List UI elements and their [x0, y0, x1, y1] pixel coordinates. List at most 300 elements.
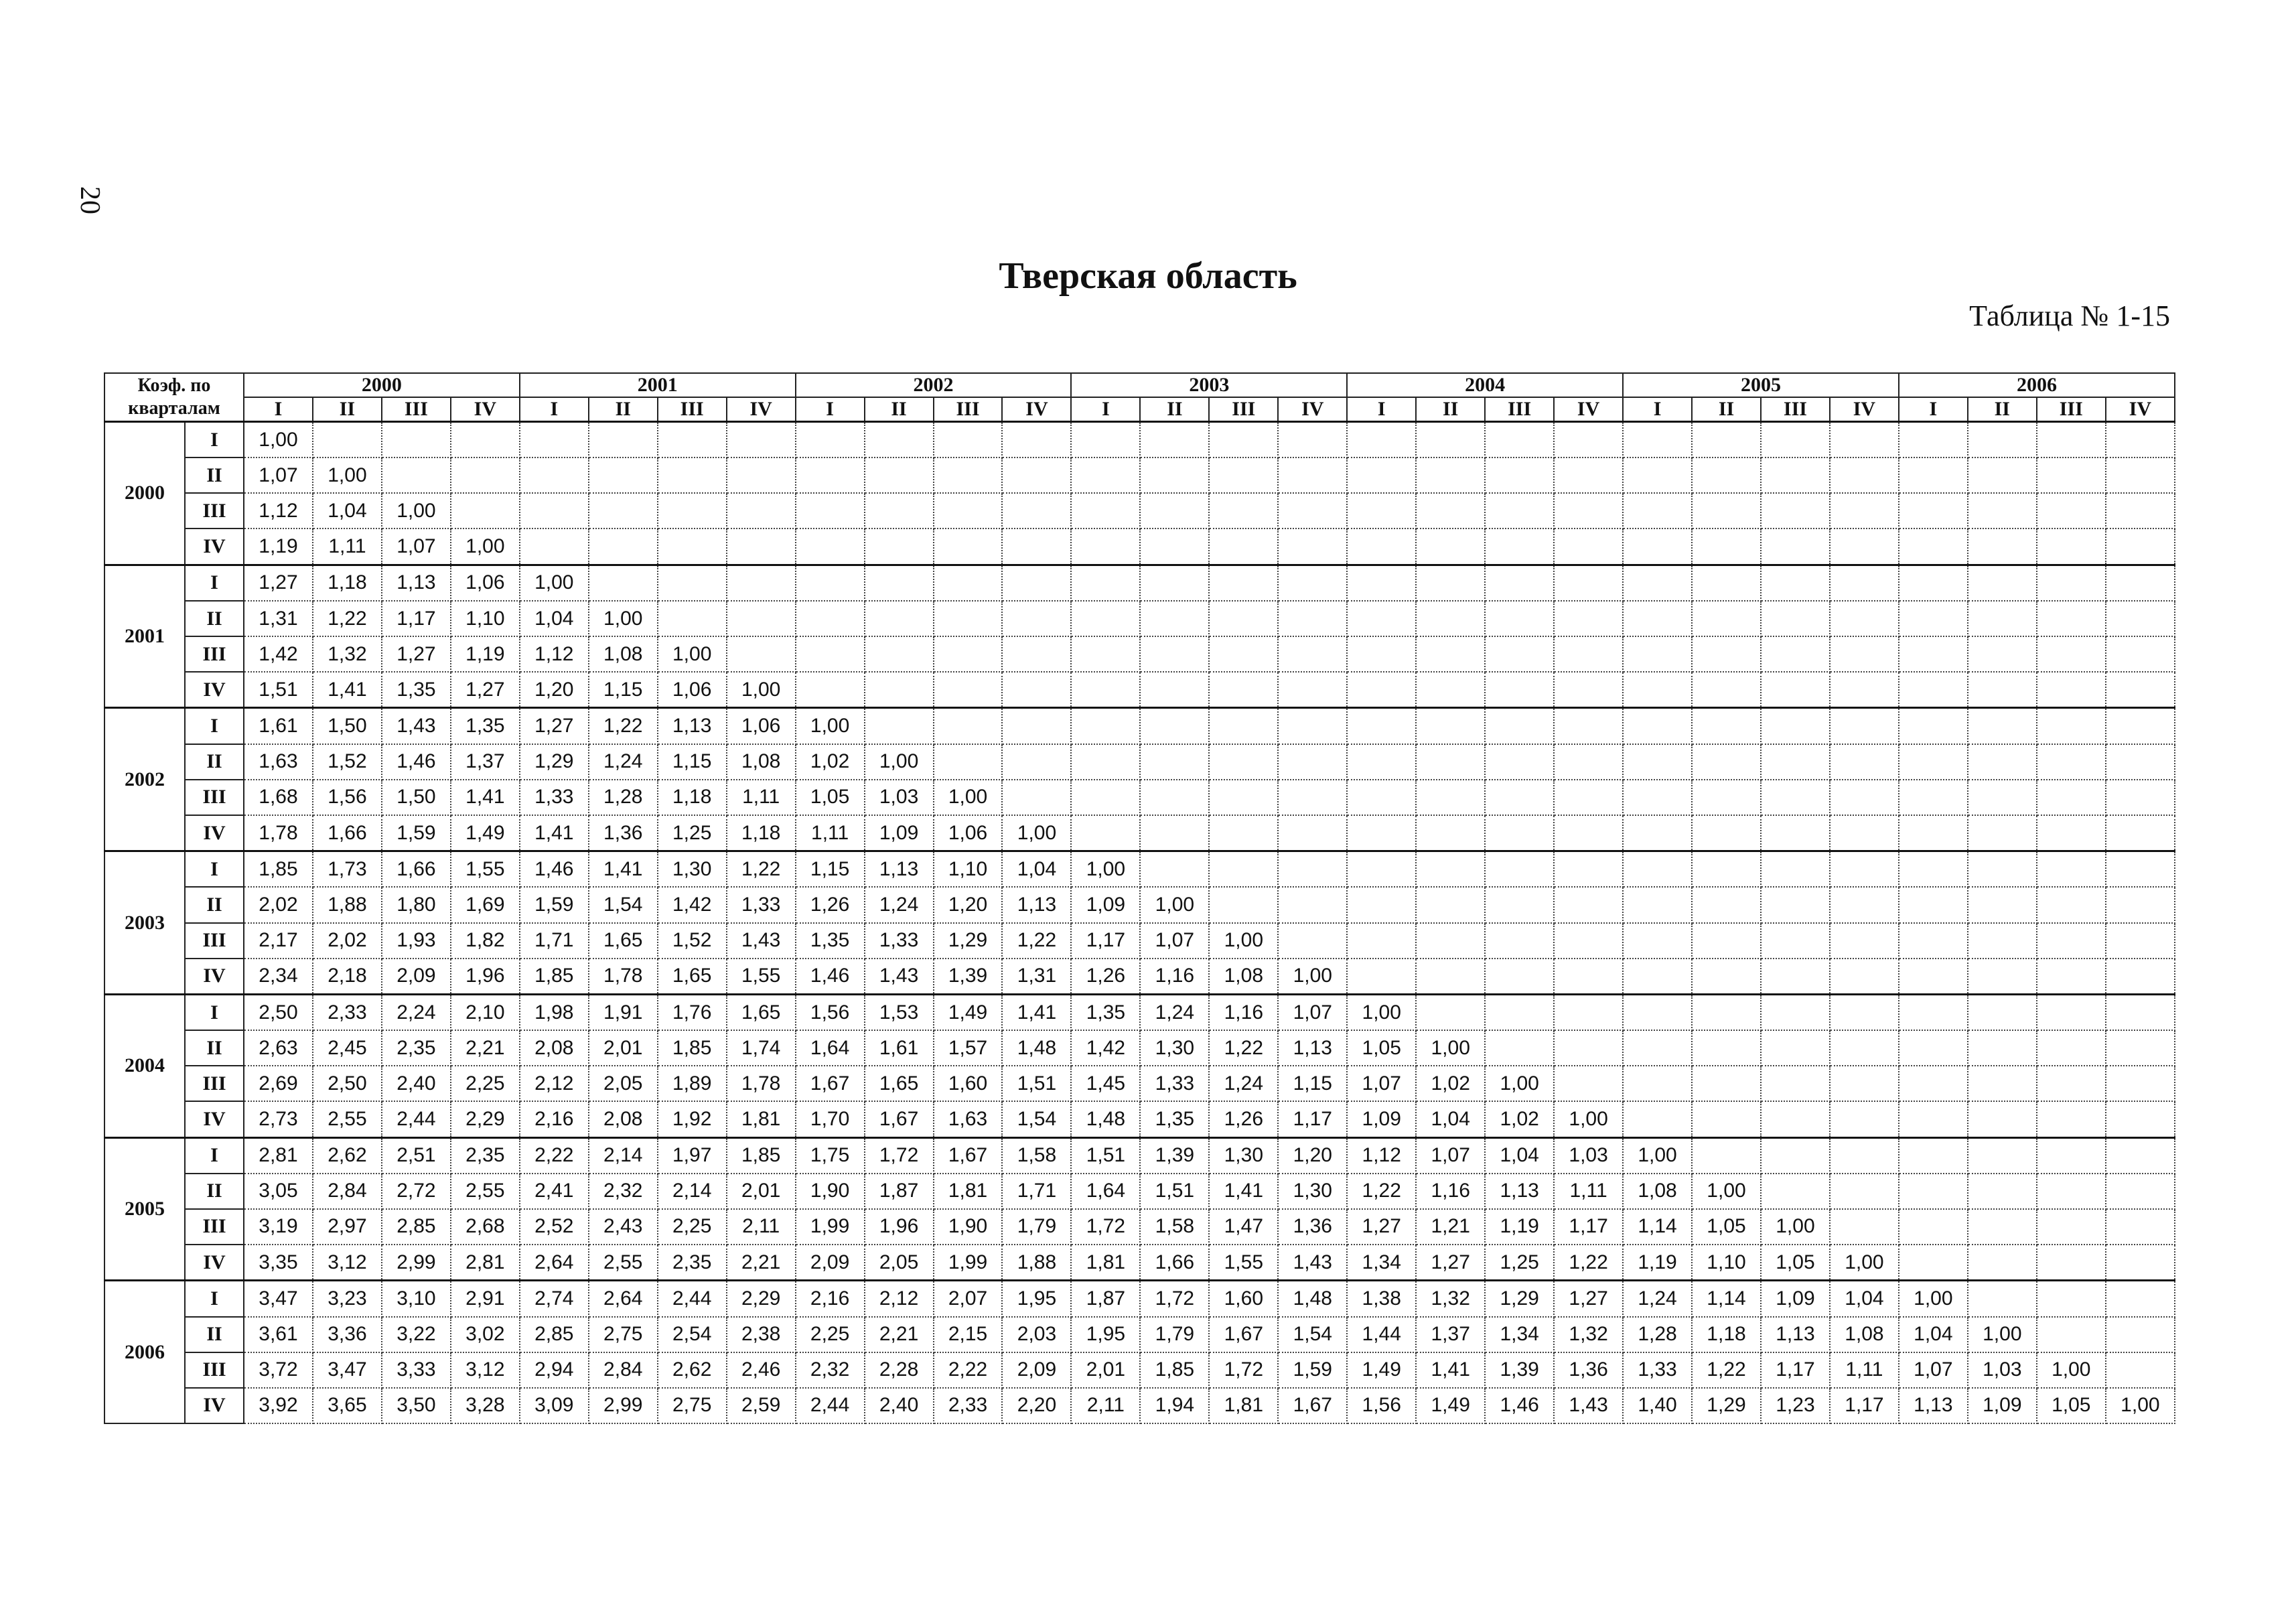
coefficient-cell — [2037, 1030, 2106, 1066]
coefficient-cell — [2106, 422, 2175, 458]
coefficient-cell — [1692, 422, 1761, 458]
coefficient-cell — [1071, 457, 1140, 493]
coefficient-cell — [1830, 887, 1899, 922]
coefficient-cell: 2,12 — [865, 1281, 934, 1317]
coefficient-cell — [1968, 565, 2037, 601]
quarter-header: II — [1140, 397, 1209, 422]
coefficient-cell — [1209, 708, 1278, 744]
coefficient-cell — [520, 493, 589, 528]
coefficient-cell: 1,88 — [1002, 1245, 1071, 1281]
coefficient-cell — [1485, 887, 1554, 922]
coefficient-cell — [1830, 1101, 1899, 1137]
coefficient-cell: 1,64 — [796, 1030, 865, 1066]
coefficient-cell: 1,99 — [796, 1209, 865, 1245]
coefficient-cell: 1,16 — [1209, 994, 1278, 1030]
coefficient-cell: 1,17 — [1554, 1209, 1623, 1245]
coefficient-cell — [1140, 815, 1209, 851]
coefficient-cell — [1692, 636, 1761, 672]
coefficient-cell — [1554, 887, 1623, 922]
coefficient-cell: 3,09 — [520, 1388, 589, 1423]
coefficient-cell — [1554, 708, 1623, 744]
coefficient-cell: 1,00 — [1554, 1101, 1623, 1137]
row-quarter-label: II — [185, 1030, 244, 1066]
coefficient-table — [104, 372, 2175, 1424]
coefficient-cell — [1554, 457, 1623, 493]
coefficient-cell: 1,81 — [934, 1174, 1003, 1209]
coefficient-cell: 1,08 — [589, 636, 658, 672]
coefficient-cell — [1416, 851, 1485, 888]
coefficient-cell — [1140, 601, 1209, 636]
coefficient-cell: 1,26 — [1071, 959, 1140, 995]
coefficient-cell: 2,84 — [313, 1174, 382, 1209]
coefficient-cell: 2,99 — [589, 1388, 658, 1423]
coefficient-cell — [658, 457, 727, 493]
coefficient-cell: 2,29 — [727, 1281, 796, 1317]
coefficient-cell: 1,66 — [1140, 1245, 1209, 1281]
row-quarter-label: I — [185, 708, 244, 744]
quarter-header: III — [934, 397, 1003, 422]
coefficient-cell — [1416, 493, 1485, 528]
coefficient-cell: 1,13 — [1002, 887, 1071, 922]
coefficient-cell — [1761, 744, 1830, 780]
coefficient-cell: 1,00 — [865, 744, 934, 780]
table-row — [104, 923, 2175, 959]
coefficient-cell: 1,43 — [1554, 1388, 1623, 1423]
coefficient-cell — [2037, 1101, 2106, 1137]
coefficient-cell: 1,41 — [1209, 1174, 1278, 1209]
coefficient-cell: 1,04 — [1485, 1137, 1554, 1174]
table-row — [104, 1209, 2175, 1245]
coefficient-cell: 1,81 — [1071, 1245, 1140, 1281]
coefficient-cell — [1347, 851, 1416, 888]
coefficient-cell — [451, 422, 520, 458]
quarter-header: I — [796, 397, 865, 422]
coefficient-cell — [1140, 528, 1209, 565]
coefficient-cell — [796, 601, 865, 636]
coefficient-cell: 2,17 — [244, 923, 313, 959]
coefficient-cell — [1416, 815, 1485, 851]
coefficient-cell: 2,40 — [382, 1066, 451, 1101]
row-quarter-label: II — [185, 1174, 244, 1209]
coefficient-cell — [1278, 851, 1347, 888]
coefficient-cell: 1,48 — [1278, 1281, 1347, 1317]
coefficient-cell — [1347, 744, 1416, 780]
coefficient-cell: 1,46 — [382, 744, 451, 780]
coefficient-cell — [1623, 1066, 1692, 1101]
coefficient-cell: 1,67 — [934, 1137, 1003, 1174]
coefficient-cell: 1,71 — [1002, 1174, 1071, 1209]
coefficient-cell: 2,69 — [244, 1066, 313, 1101]
coefficient-cell: 1,46 — [520, 851, 589, 888]
coefficient-cell: 3,10 — [382, 1281, 451, 1317]
coefficient-cell: 1,41 — [451, 780, 520, 815]
coefficient-cell: 1,06 — [658, 672, 727, 708]
coefficient-cell — [1278, 636, 1347, 672]
coefficient-cell — [1485, 744, 1554, 780]
coefficient-cell — [1899, 1101, 1968, 1137]
coefficient-cell: 1,17 — [1278, 1101, 1347, 1137]
coefficient-cell: 1,40 — [1623, 1388, 1692, 1423]
coefficient-cell: 1,66 — [313, 815, 382, 851]
coefficient-cell: 1,72 — [1140, 1281, 1209, 1317]
coefficient-cell: 1,03 — [865, 780, 934, 815]
coefficient-cell — [1347, 887, 1416, 922]
row-year-label: 2004 — [104, 994, 185, 1137]
coefficient-cell: 1,63 — [244, 744, 313, 780]
coefficient-cell — [1002, 708, 1071, 744]
coefficient-cell: 2,55 — [589, 1245, 658, 1281]
coefficient-cell: 2,09 — [382, 959, 451, 995]
coefficient-cell — [1830, 565, 1899, 601]
coefficient-cell — [934, 672, 1003, 708]
coefficient-cell — [1209, 636, 1278, 672]
row-quarter-label: II — [185, 601, 244, 636]
coefficient-cell — [1416, 672, 1485, 708]
coefficient-cell: 1,56 — [313, 780, 382, 815]
coefficient-cell: 2,11 — [727, 1209, 796, 1245]
coefficient-cell: 2,03 — [1002, 1317, 1071, 1352]
coefficient-cell: 1,65 — [727, 994, 796, 1030]
coefficient-cell: 1,07 — [1416, 1137, 1485, 1174]
coefficient-cell: 2,01 — [589, 1030, 658, 1066]
coefficient-cell — [1830, 780, 1899, 815]
table-row — [104, 1137, 2175, 1174]
coefficient-cell — [2037, 815, 2106, 851]
quarter-header: II — [865, 397, 934, 422]
coefficient-cell: 1,10 — [934, 851, 1003, 888]
coefficient-cell: 1,94 — [1140, 1388, 1209, 1423]
coefficient-cell: 1,27 — [1347, 1209, 1416, 1245]
coefficient-cell: 1,30 — [1278, 1174, 1347, 1209]
coefficient-cell: 1,18 — [727, 815, 796, 851]
coefficient-cell — [1830, 636, 1899, 672]
coefficient-cell — [1899, 636, 1968, 672]
coefficient-cell: 2,91 — [451, 1281, 520, 1317]
table-row — [104, 887, 2175, 922]
coefficient-cell — [1692, 672, 1761, 708]
coefficient-cell: 2,51 — [382, 1137, 451, 1174]
coefficient-cell — [1416, 959, 1485, 995]
coefficient-cell: 1,27 — [520, 708, 589, 744]
coefficient-cell — [1347, 708, 1416, 744]
coefficient-cell: 1,00 — [1416, 1030, 1485, 1066]
coefficient-cell — [1485, 422, 1554, 458]
coefficient-cell: 1,02 — [796, 744, 865, 780]
coefficient-cell: 3,33 — [382, 1352, 451, 1388]
coefficient-cell — [1071, 565, 1140, 601]
coefficient-cell: 1,00 — [313, 457, 382, 493]
coefficient-cell — [1899, 1066, 1968, 1101]
coefficient-cell — [1278, 565, 1347, 601]
coefficient-cell: 1,41 — [589, 851, 658, 888]
coefficient-cell — [865, 493, 934, 528]
coefficient-cell — [1002, 672, 1071, 708]
coefficient-cell: 1,97 — [658, 1137, 727, 1174]
coefficient-cell: 1,16 — [1416, 1174, 1485, 1209]
coefficient-cell — [1554, 672, 1623, 708]
coefficient-cell — [1968, 1030, 2037, 1066]
coefficient-cell — [1830, 1137, 1899, 1174]
coefficient-cell — [1209, 528, 1278, 565]
coefficient-cell — [2106, 1174, 2175, 1209]
coefficient-cell — [1278, 780, 1347, 815]
quarter-header: I — [244, 397, 313, 422]
coefficient-cell: 2,20 — [1002, 1388, 1071, 1423]
coefficient-cell — [1278, 601, 1347, 636]
coefficient-cell — [2037, 959, 2106, 995]
quarter-header: II — [1416, 397, 1485, 422]
coefficient-cell: 1,75 — [796, 1137, 865, 1174]
coefficient-cell — [1554, 528, 1623, 565]
coefficient-cell: 1,39 — [1485, 1352, 1554, 1388]
row-quarter-label: I — [185, 422, 244, 458]
row-quarter-label: I — [185, 1137, 244, 1174]
coefficient-cell — [1968, 1281, 2037, 1317]
coefficient-cell: 2,73 — [244, 1101, 313, 1137]
coefficient-cell — [1416, 994, 1485, 1030]
coefficient-cell: 1,74 — [727, 1030, 796, 1066]
coefficient-cell: 2,64 — [520, 1245, 589, 1281]
coefficient-cell: 1,17 — [382, 601, 451, 636]
coefficient-cell: 1,07 — [1347, 1066, 1416, 1101]
coefficient-cell — [1485, 815, 1554, 851]
coefficient-cell: 2,81 — [244, 1137, 313, 1174]
coefficient-cell — [2106, 1066, 2175, 1101]
coefficient-cell: 1,20 — [520, 672, 589, 708]
coefficient-cell: 1,22 — [1209, 1030, 1278, 1066]
coefficient-cell: 1,43 — [382, 708, 451, 744]
coefficient-cell — [1071, 636, 1140, 672]
coefficient-cell: 2,62 — [313, 1137, 382, 1174]
coefficient-cell — [1209, 780, 1278, 815]
coefficient-cell: 2,44 — [382, 1101, 451, 1137]
coefficient-cell — [520, 528, 589, 565]
coefficient-cell: 1,00 — [1278, 959, 1347, 995]
coefficient-cell: 1,61 — [244, 708, 313, 744]
coefficient-cell: 1,35 — [382, 672, 451, 708]
coefficient-cell — [1623, 672, 1692, 708]
coefficient-cell — [1485, 672, 1554, 708]
coefficient-cell: 2,22 — [520, 1137, 589, 1174]
coefficient-cell — [1968, 601, 2037, 636]
coefficient-cell — [589, 457, 658, 493]
coefficient-cell: 2,64 — [589, 1281, 658, 1317]
coefficient-cell: 1,04 — [1830, 1281, 1899, 1317]
coefficient-cell: 2,21 — [727, 1245, 796, 1281]
coefficient-cell — [2037, 1174, 2106, 1209]
coefficient-cell: 1,13 — [658, 708, 727, 744]
row-quarter-label: III — [185, 493, 244, 528]
coefficient-cell: 2,21 — [451, 1030, 520, 1066]
coefficient-cell — [1416, 601, 1485, 636]
coefficient-cell: 1,13 — [1278, 1030, 1347, 1066]
coefficient-cell: 1,06 — [451, 565, 520, 601]
coefficient-cell: 1,17 — [1830, 1388, 1899, 1423]
coefficient-cell: 2,21 — [865, 1317, 934, 1352]
row-quarter-label: I — [185, 994, 244, 1030]
coefficient-cell: 1,32 — [313, 636, 382, 672]
coefficient-cell: 1,85 — [520, 959, 589, 995]
coefficient-cell — [1761, 636, 1830, 672]
row-quarter-label: III — [185, 923, 244, 959]
coefficient-cell: 1,85 — [1140, 1352, 1209, 1388]
coefficient-cell — [1830, 528, 1899, 565]
coefficient-cell: 3,02 — [451, 1317, 520, 1352]
coefficient-cell: 1,06 — [727, 708, 796, 744]
coefficient-cell — [1623, 780, 1692, 815]
coefficient-cell: 2,99 — [382, 1245, 451, 1281]
coefficient-cell — [865, 601, 934, 636]
quarter-header: III — [1485, 397, 1554, 422]
quarter-header: IV — [1278, 397, 1347, 422]
coefficient-cell: 3,47 — [313, 1352, 382, 1388]
table-row — [104, 1281, 2175, 1317]
coefficient-cell: 1,00 — [1623, 1137, 1692, 1174]
coefficient-cell: 2,54 — [658, 1317, 727, 1352]
coefficient-cell: 1,66 — [382, 851, 451, 888]
coefficient-cell — [313, 422, 382, 458]
coefficient-cell — [1623, 1030, 1692, 1066]
coefficient-cell: 1,00 — [244, 422, 313, 458]
coefficient-cell — [1416, 422, 1485, 458]
coefficient-cell: 1,24 — [589, 744, 658, 780]
coefficient-cell: 1,85 — [244, 851, 313, 888]
coefficient-cell: 1,03 — [1968, 1352, 2037, 1388]
coefficient-cell: 1,20 — [934, 887, 1003, 922]
row-quarter-label: IV — [185, 1245, 244, 1281]
coefficient-cell: 2,94 — [520, 1352, 589, 1388]
coefficient-cell: 1,19 — [451, 636, 520, 672]
row-year-label: 2003 — [104, 851, 185, 995]
quarter-header: II — [313, 397, 382, 422]
coefficient-cell: 1,65 — [589, 923, 658, 959]
row-year-label: 2006 — [104, 1281, 185, 1423]
coefficient-cell: 1,79 — [1140, 1317, 1209, 1352]
coefficient-cell — [2037, 1209, 2106, 1245]
coefficient-cell: 1,09 — [1071, 887, 1140, 922]
coefficient-cell: 1,58 — [1002, 1137, 1071, 1174]
coefficient-cell: 2,33 — [313, 994, 382, 1030]
coefficient-cell — [1278, 708, 1347, 744]
coefficient-cell — [1968, 672, 2037, 708]
coefficient-cell: 1,82 — [451, 923, 520, 959]
coefficient-cell: 1,05 — [2037, 1388, 2106, 1423]
coefficient-cell — [589, 528, 658, 565]
quarter-header: I — [1623, 397, 1692, 422]
coefficient-cell: 1,21 — [1416, 1209, 1485, 1245]
coefficient-cell — [1899, 1174, 1968, 1209]
coefficient-cell: 1,30 — [658, 851, 727, 888]
coefficient-cell — [1761, 923, 1830, 959]
coefficient-cell: 1,25 — [1485, 1245, 1554, 1281]
coefficient-cell — [1140, 780, 1209, 815]
coefficient-cell — [1623, 601, 1692, 636]
coefficient-cell — [1830, 1209, 1899, 1245]
coefficient-cell — [2037, 493, 2106, 528]
coefficient-cell: 2,08 — [520, 1030, 589, 1066]
coefficient-cell — [1347, 528, 1416, 565]
coefficient-cell — [1692, 744, 1761, 780]
coefficient-cell — [1899, 565, 1968, 601]
coefficient-cell: 1,78 — [589, 959, 658, 995]
coefficient-cell — [1416, 457, 1485, 493]
coefficient-cell — [1140, 744, 1209, 780]
coefficient-cell: 1,29 — [1692, 1388, 1761, 1423]
coefficient-cell — [589, 422, 658, 458]
row-quarter-label: I — [185, 1281, 244, 1317]
coefficient-cell: 1,00 — [382, 493, 451, 528]
coefficient-cell — [2106, 493, 2175, 528]
coefficient-cell: 1,23 — [1761, 1388, 1830, 1423]
coefficient-cell — [1899, 601, 1968, 636]
coefficient-cell: 1,18 — [658, 780, 727, 815]
coefficient-cell — [1899, 851, 1968, 888]
table-row — [104, 815, 2175, 851]
coefficient-cell — [1071, 672, 1140, 708]
coefficient-cell: 1,44 — [1347, 1317, 1416, 1352]
coefficient-cell: 1,92 — [658, 1101, 727, 1137]
coefficient-cell: 1,79 — [1002, 1209, 1071, 1245]
coefficient-cell: 1,88 — [313, 887, 382, 922]
coefficient-cell: 1,22 — [589, 708, 658, 744]
coefficient-cell: 1,00 — [1830, 1245, 1899, 1281]
coefficient-cell: 1,06 — [934, 815, 1003, 851]
quarter-header: II — [589, 397, 658, 422]
coefficient-cell: 1,32 — [1554, 1317, 1623, 1352]
coefficient-cell: 1,71 — [520, 923, 589, 959]
year-header: 2001 — [520, 373, 796, 397]
quarter-header: III — [1761, 397, 1830, 422]
coefficient-cell: 2,07 — [934, 1281, 1003, 1317]
coefficient-cell — [2037, 601, 2106, 636]
year-header: 2003 — [1071, 373, 1347, 397]
coefficient-cell — [865, 672, 934, 708]
coefficient-cell: 1,00 — [1692, 1174, 1761, 1209]
coefficient-cell: 1,95 — [1002, 1281, 1071, 1317]
coefficient-cell: 1,22 — [1347, 1174, 1416, 1209]
coefficient-cell: 1,98 — [520, 994, 589, 1030]
coefficient-cell: 3,05 — [244, 1174, 313, 1209]
coefficient-cell — [1002, 636, 1071, 672]
coefficient-cell — [382, 422, 451, 458]
coefficient-cell: 1,13 — [1899, 1388, 1968, 1423]
coefficient-cell: 1,00 — [1968, 1317, 2037, 1352]
coefficient-cell: 1,00 — [658, 636, 727, 672]
coefficient-cell — [2037, 780, 2106, 815]
coefficient-cell: 1,10 — [451, 601, 520, 636]
coefficient-cell — [1830, 422, 1899, 458]
coefficient-cell — [2106, 708, 2175, 744]
coefficient-cell — [1692, 457, 1761, 493]
coefficient-cell: 1,17 — [1071, 923, 1140, 959]
coefficient-cell — [658, 493, 727, 528]
coefficient-cell — [2037, 994, 2106, 1030]
coefficient-cell — [1692, 994, 1761, 1030]
coefficient-cell — [1347, 815, 1416, 851]
coefficient-cell — [934, 601, 1003, 636]
quarter-header: I — [1899, 397, 1968, 422]
coefficient-cell: 1,42 — [658, 887, 727, 922]
coefficient-cell — [1002, 601, 1071, 636]
coefficient-cell: 1,96 — [451, 959, 520, 995]
coefficient-cell — [2106, 1209, 2175, 1245]
coefficient-cell — [2106, 815, 2175, 851]
coefficient-cell: 2,12 — [520, 1066, 589, 1101]
coefficient-cell: 1,55 — [451, 851, 520, 888]
coefficient-cell: 1,87 — [1071, 1281, 1140, 1317]
coefficient-cell: 1,26 — [1209, 1101, 1278, 1137]
coefficient-cell: 1,67 — [796, 1066, 865, 1101]
